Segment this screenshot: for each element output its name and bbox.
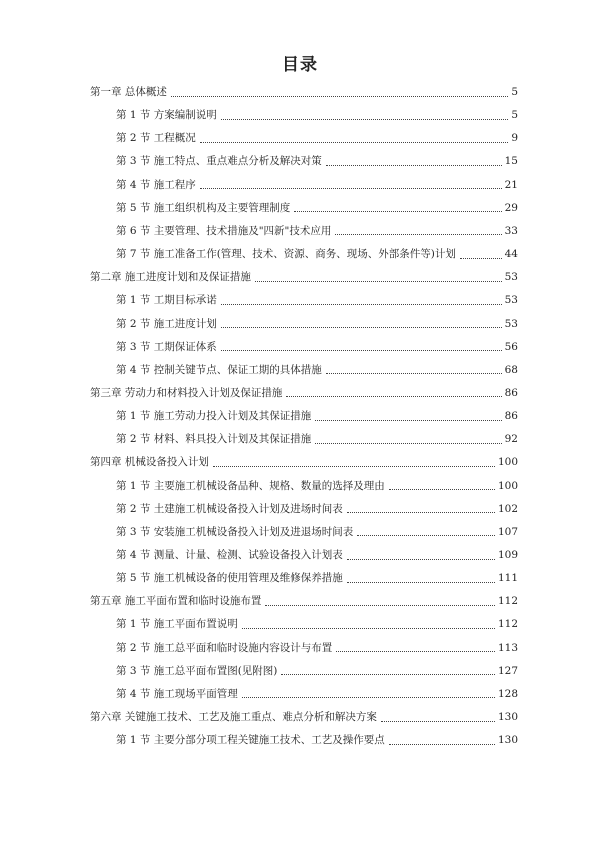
toc-chapter-entry[interactable] (90, 82, 518, 102)
toc-section-entry[interactable] (116, 429, 518, 449)
toc-page-number: 112 (497, 618, 518, 631)
dot-leader (315, 431, 501, 444)
toc-page-number: 44 (504, 248, 518, 261)
toc-entry-label: 第 4 节 测量、计量、检测、试验设备投入计划表 (116, 549, 343, 561)
toc-page-number: 100 (497, 479, 518, 492)
toc-section-entry[interactable] (116, 105, 518, 125)
toc-page-number: 100 (497, 456, 518, 469)
toc-section-entry[interactable] (116, 337, 518, 357)
toc-page-number: 33 (504, 224, 518, 237)
dot-leader (221, 107, 509, 120)
toc-section-entry[interactable] (116, 198, 518, 218)
dot-leader (381, 709, 495, 722)
toc-page-number: 111 (497, 572, 518, 585)
dot-leader (221, 338, 502, 351)
dot-leader (265, 593, 495, 606)
toc-entry-label: 第 2 节 工程概况 (116, 132, 196, 145)
toc-entry-label: 第 1 节 施工平面布置说明 (116, 618, 238, 631)
dot-leader (281, 662, 495, 675)
dot-leader (347, 500, 495, 513)
toc-entry-label: 第五章 施工平面布置和临时设施布置 (90, 595, 262, 608)
toc-section-entry[interactable] (116, 638, 518, 658)
dot-leader (221, 292, 502, 305)
toc-section-entry[interactable] (116, 684, 518, 704)
toc-section-entry[interactable] (116, 614, 518, 634)
toc-chapter-entry[interactable] (90, 591, 518, 611)
toc-section-entry[interactable] (116, 360, 518, 380)
dot-leader (242, 616, 495, 629)
toc-page-number: 5 (511, 109, 518, 122)
toc-section-entry[interactable] (116, 244, 518, 264)
toc-page-number: 29 (504, 201, 518, 214)
toc-section-entry[interactable] (116, 128, 518, 148)
toc-entry-label: 第二章 施工进度计划和及保证措施 (90, 271, 251, 284)
toc-entry-label: 第 1 节 工期目标承诺 (116, 294, 217, 307)
toc-entry-label: 第 2 节 施工进度计划 (116, 317, 217, 330)
toc-entry-label: 第 3 节 工期保证体系 (116, 340, 217, 353)
toc-section-entry[interactable] (116, 522, 518, 542)
dot-leader (389, 477, 495, 490)
toc-entry-label: 第四章 机械设备投入计划 (90, 456, 209, 469)
toc-entry-label: 第 3 节 安装施工机械设备投入计划及进退场时间表 (116, 525, 354, 538)
dot-leader (242, 685, 495, 698)
dot-leader (200, 130, 509, 143)
toc-chapter-entry[interactable] (90, 452, 518, 472)
dot-leader (460, 246, 502, 259)
toc-page-number: 53 (504, 294, 518, 307)
toc-section-entry[interactable] (116, 568, 518, 588)
toc-page-number: 127 (497, 664, 518, 677)
dot-leader (286, 384, 501, 397)
toc-page-number: 56 (504, 340, 518, 353)
toc-page-number: 113 (497, 641, 518, 654)
toc-page-number: 68 (504, 363, 518, 376)
dot-leader (221, 315, 502, 328)
dot-leader (335, 222, 501, 235)
toc-entry-label: 第 1 节 主要分部分项工程关键施工技术、工艺及操作要点 (116, 734, 385, 747)
page-title: 目录 (282, 55, 318, 75)
toc-section-entry[interactable] (116, 290, 518, 310)
toc-entry-label: 第 1 节 方案编制说明 (116, 109, 217, 122)
toc-entry-label: 第 2 节 土建施工机械设备投入计划及进场时间表 (116, 502, 343, 515)
toc-page-number: 15 (504, 155, 518, 168)
dot-leader (336, 639, 495, 652)
dot-leader (255, 269, 502, 282)
toc-entry-label: 第 4 节 施工程序 (116, 178, 196, 191)
toc-entry-label: 第 4 节 施工现场平面管理 (116, 687, 238, 700)
toc-entry-label: 第 5 节 施工机械设备的使用管理及维修保养措施 (116, 572, 343, 585)
toc-section-entry[interactable] (116, 499, 518, 519)
toc-entry-label: 第 2 节 施工总平面和临时设施内容设计与布置 (116, 641, 333, 654)
toc-entry-label: 第 1 节 施工劳动力投入计划及其保证措施 (116, 410, 312, 423)
dot-leader (213, 454, 495, 467)
dot-leader (200, 176, 502, 189)
toc-section-entry[interactable] (116, 730, 518, 750)
toc-section-entry[interactable] (116, 151, 518, 171)
toc-page-number: 112 (497, 595, 518, 608)
toc-page-number: 109 (497, 549, 518, 561)
toc-page-number: 53 (504, 317, 518, 330)
toc-entry-label: 第 2 节 材料、料具投入计划及其保证措施 (116, 433, 312, 446)
toc-chapter-entry[interactable] (90, 267, 518, 287)
dot-leader (347, 547, 495, 560)
toc-page-number: 102 (497, 502, 518, 515)
toc-page-number: 128 (497, 687, 518, 700)
toc-page-number: 53 (504, 271, 518, 284)
toc-entry-label: 第 3 节 施工特点、重点难点分析及解决对策 (116, 155, 322, 168)
toc-section-entry[interactable] (116, 545, 518, 565)
toc-section-entry[interactable] (116, 175, 518, 195)
toc-page-number: 107 (497, 525, 518, 538)
toc-section-entry[interactable] (116, 221, 518, 241)
toc-entry-label: 第 5 节 施工组织机构及主要管理制度 (116, 201, 291, 214)
toc-page-number: 130 (497, 734, 518, 747)
toc-section-entry[interactable] (116, 406, 518, 426)
toc-page-number: 86 (504, 410, 518, 423)
toc-section-entry[interactable] (116, 476, 518, 496)
dot-leader (357, 523, 495, 536)
toc-page-number: 130 (497, 711, 518, 724)
toc-entry-label: 第六章 关键施工技术、工艺及施工重点、难点分析和解决方案 (90, 711, 377, 724)
toc-chapter-entry[interactable] (90, 383, 518, 403)
toc-page-number: 5 (511, 86, 518, 98)
toc-entry-label: 第 3 节 施工总平面布置图(见附图) (116, 664, 278, 677)
toc-chapter-entry[interactable] (90, 707, 518, 727)
toc-entry-label: 第 4 节 控制关键节点、保证工期的具体措施 (116, 363, 322, 376)
dot-leader (389, 732, 495, 745)
toc-page-number: 92 (504, 433, 518, 446)
toc-section-entry[interactable] (116, 314, 518, 334)
toc-entry-label: 第 6 节 主要管理、技术措施及"四新"技术应用 (116, 224, 332, 237)
dot-leader (171, 84, 508, 97)
toc-entry-label: 第 7 节 施工准备工作(管理、技术、资源、商务、现场、外部条件等)计划 (116, 248, 456, 261)
toc-page-number: 21 (504, 178, 518, 191)
toc-section-entry[interactable] (116, 661, 518, 681)
toc-entry-label: 第三章 劳动力和材料投入计划及保证措施 (90, 386, 283, 399)
dot-leader (347, 570, 495, 583)
toc-entry-label: 第一章 总体概述 (90, 86, 167, 98)
toc-entry-label: 第 1 节 主要施工机械设备品种、规格、数量的选择及理由 (116, 479, 385, 492)
dot-leader (294, 199, 501, 212)
dot-leader (326, 153, 502, 166)
toc-page-number: 9 (511, 132, 518, 145)
dot-leader (326, 361, 502, 374)
dot-leader (315, 408, 501, 421)
toc-page-number: 86 (504, 386, 518, 399)
